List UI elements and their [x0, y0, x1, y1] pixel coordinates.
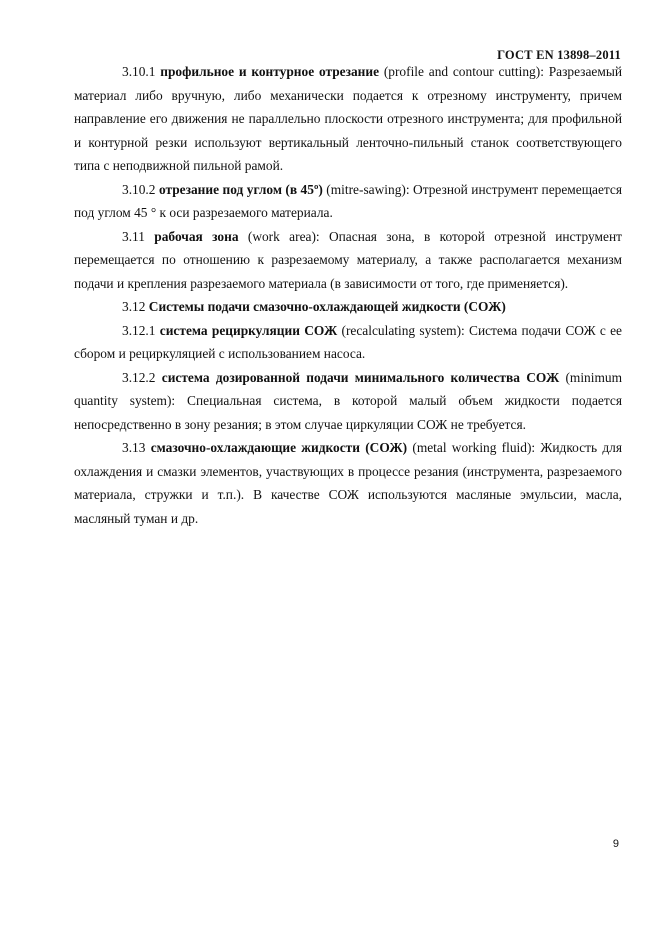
clause-term: система дозированной подачи минимального количества СОЖ [161, 369, 560, 385]
paragraph-3-10-2 [74, 178, 622, 225]
clause-number: 3.13 [122, 440, 146, 455]
clause-term: смазочно-охлаждающие жидкости (СОЖ) [150, 440, 408, 455]
clause-number: 3.12.2 [122, 369, 156, 385]
clause-text: (profile and contour cutting): Разрезаемый материал либо вручную, либо механически подается к отрезному инструменту, причем направление его движения не параллельно плоскости отрезного инструмента; для профильной и контурной резки используют вертикальный ленточно-пильный станок соответствующего типа с неподвижной пильной рамой. [74, 64, 622, 173]
clause-text: (mitre-sawing): Отрезной инструмент перемещается под углом 45 ° к оси разрезаемого материала. [74, 181, 623, 220]
clause-term: система рециркуляции СОЖ [159, 322, 338, 338]
clause-term: отрезание под углом (в 45º) [158, 181, 323, 197]
clause-number: 3.10.2 [122, 181, 156, 197]
document-body [74, 60, 622, 530]
document-header: ГОСТ EN 13898–2011 [497, 48, 621, 62]
clause-text: (work area): Опасная зона, в которой отрезной инструмент перемещается по отношению к разрезаемому материалу, а также располагается механизм подачи и крепления разрезаемого материала (в зависимости от того, где применяется). [74, 228, 622, 291]
clause-text: (metal working fluid): Жидкость для охлаждения и смазки элементов, участвующих в процессе резания (инструмента, разрезаемого материала, стружки и т.п.). В качестве СОЖ используются масляные эмульсии, масла, масляный туман и др. [74, 440, 622, 526]
paragraph-3-11 [74, 225, 622, 296]
page-number: 9 [612, 838, 619, 850]
clause-number: 3.12 [122, 299, 146, 314]
paragraph-3-13 [74, 436, 622, 530]
clause-number: 3.10.1 [122, 64, 156, 79]
clause-term: рабочая зона [154, 228, 239, 244]
clause-number: 3.11 [122, 228, 145, 244]
paragraph-3-12-1 [74, 319, 622, 366]
clause-number: 3.12.1 [122, 322, 156, 338]
paragraph-3-10-1 [74, 60, 622, 178]
clause-text: (recalculating system): Система подачи СОЖ с ее сбором и рециркуляцией с использованием насоса. [74, 322, 622, 361]
section-heading: Системы подачи смазочно-охлаждающей жидкости (СОЖ) [148, 299, 506, 314]
paragraph-3-12-2 [74, 366, 622, 437]
paragraph-3-12 [74, 295, 622, 319]
clause-term: профильное и контурное отрезание [160, 64, 380, 79]
clause-text: (minimum quantity system): Специальная система, в которой малый объем жидкости подается непосредственно в зону резания; в этом случае циркуляции СОЖ не требуется. [74, 369, 622, 432]
